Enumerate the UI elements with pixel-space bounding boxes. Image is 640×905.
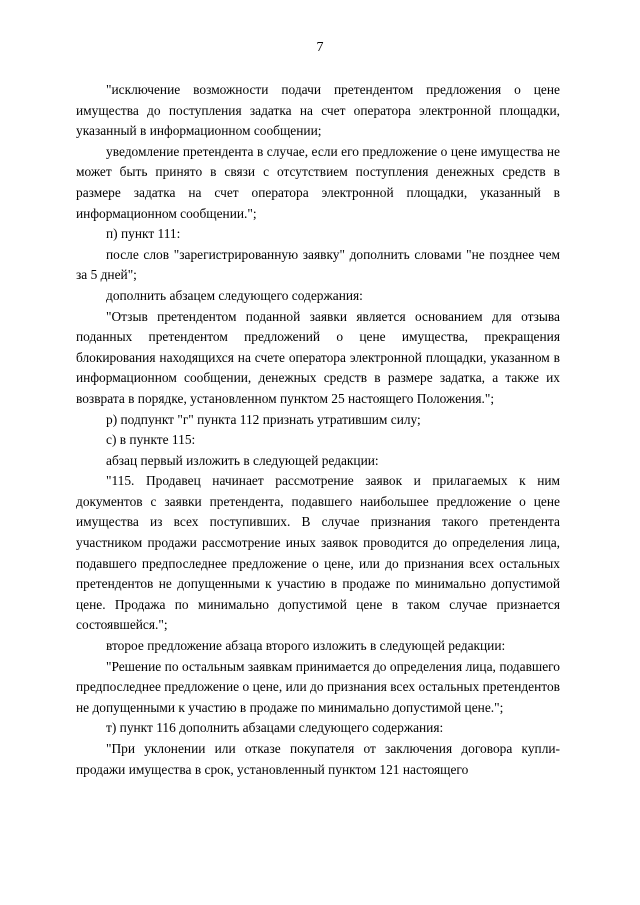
paragraph: после слов "зарегистрированную заявку" дополнить словами "не позднее чем за 5 дней"; (76, 246, 560, 283)
paragraph: уведомление претендента в случае, если его предложение о цене имущества не может быть принято в связи с отсутствием поступления денежных средств в размере задатка на счет оператора электронной площадки, указанный в информационном сообщении."; (76, 143, 560, 221)
paragraph: второе предложение абзаца второго изложить в следующей редакции: (106, 638, 506, 654)
paragraph: дополнить абзацем следующего содержания: (106, 287, 363, 303)
paragraph: "115. Продавец начинает рассмотрение заявок и прилагаемых к ним документов с заявки претендента, подавшего наибольшее предложение о цене имущества из всех поступивших. В случае признания такого претендента участником продажи рассмотрение иных заявок проводится до определения лица, подавшего предпоследнее предложение о цене, или до признания всех остальных претендентов не допущенными к участию в продаже по минимально допустимой цене. Продажа по минимально допустимой цене в таком случае признается состоявшейся."; (76, 473, 560, 633)
paragraph: "исключение возможности подачи претендентом предложения о цене имущества до поступления задатка на счет оператора электронной площадки, указанный в информационном сообщении; (76, 82, 560, 139)
paragraph: "Решение по остальным заявкам принимается до определения лица, подавшего предпоследнее предложение о цене, или до признания всех остальных претендентов не допущенными к участию в продаже по минимально допустимой цене."; (76, 658, 560, 715)
paragraph: с) в пункте 115: (106, 432, 196, 448)
paragraph: "Отзыв претендентом поданной заявки является основанием для отзыва поданных претендентом предложений о цене имущества, прекращения блокирования находящихся на счете оператора электронной площадки, указанном в информационном сообщении, денежных средств в размере задатка, а также их возврата в порядке, установленном пунктом 25 настоящего Положения."; (76, 308, 560, 406)
paragraph: "При уклонении или отказе покупателя от заключения договора купли-продажи имущества в срок, установленный пунктом 121 настоящего (76, 741, 560, 777)
paragraph: абзац первый изложить в следующей редакции: (106, 452, 379, 468)
paragraph: т) пункт 116 дополнить абзацами следующего содержания: (106, 720, 444, 736)
page-number: 7 (316, 40, 324, 55)
paragraph: п) пункт 111: (106, 226, 181, 242)
paragraph: р) подпункт "г" пункта 112 признать утратившим силу; (106, 411, 421, 427)
document-body (76, 80, 560, 780)
